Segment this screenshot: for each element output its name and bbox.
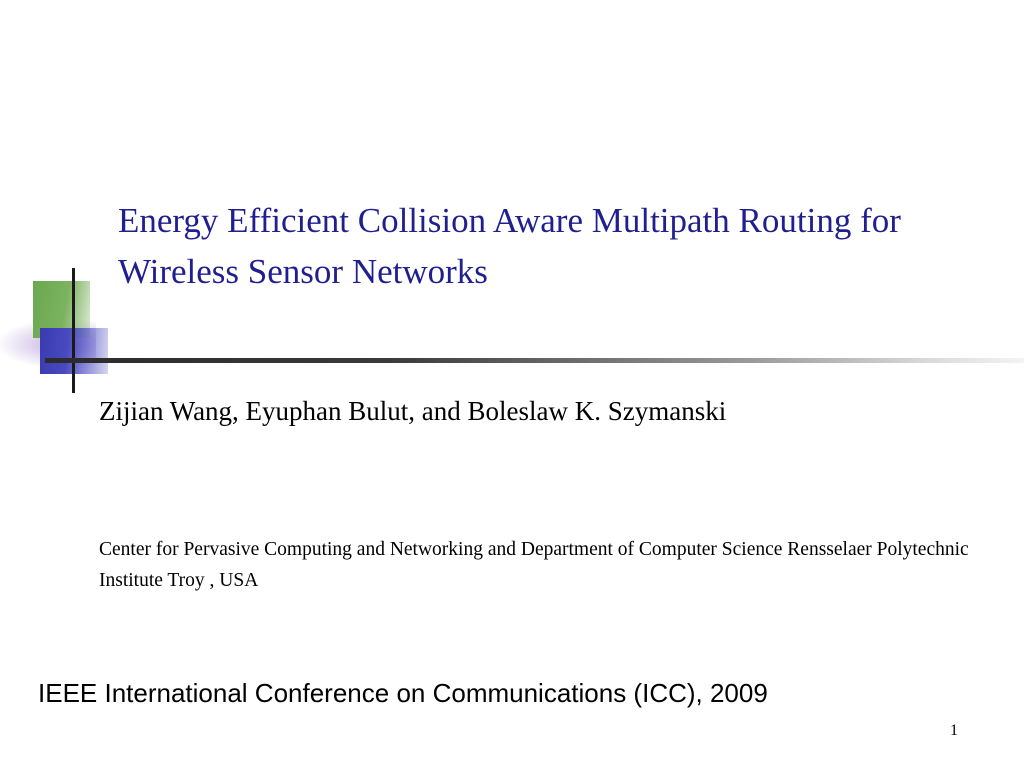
affiliation-text: Center for Pervasive Computing and Networking and Department of Computer Science Rensselaer Polytechnic Institute Troy , USA xyxy=(99,539,969,591)
slide-number: 1 xyxy=(950,722,958,739)
conference-title: IEEE International Conference on Communications (ICC), 2009 xyxy=(38,678,768,708)
author-list: Zijian Wang, Eyuphan Bulut, and Boleslaw K. Szymanski xyxy=(99,396,727,426)
slide-title: Energy Efficient Collision Aware Multipath Routing for Wireless Sensor Networks xyxy=(118,201,901,292)
horizontal-rule xyxy=(45,358,1024,363)
decorative-graphic xyxy=(0,268,1024,393)
vertical-rule xyxy=(72,268,75,393)
